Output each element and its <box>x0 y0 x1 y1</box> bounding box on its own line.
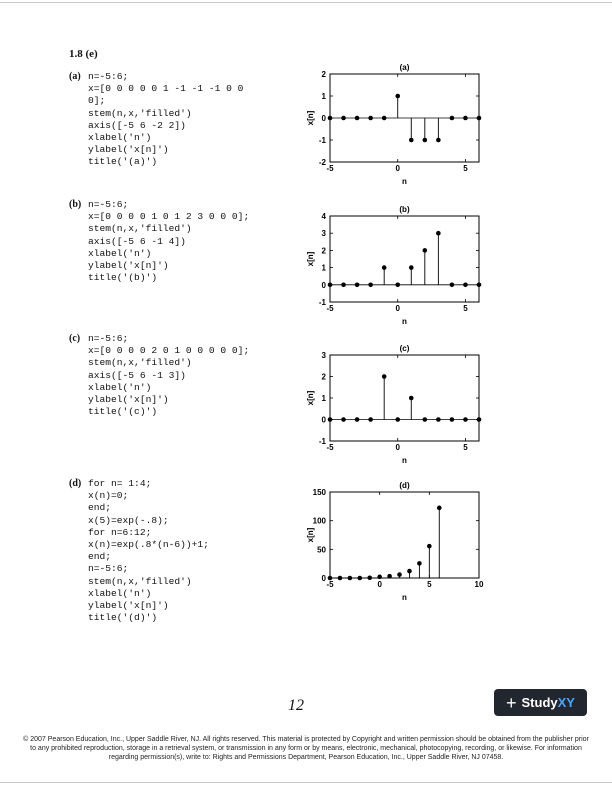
stem-marker <box>348 576 353 581</box>
stem-marker <box>355 116 360 121</box>
stem-marker <box>450 417 455 422</box>
y-tick-label: -2 <box>318 158 326 167</box>
stem-marker <box>328 283 333 288</box>
stem-marker <box>328 417 333 422</box>
top-divider <box>0 2 612 3</box>
stem-marker <box>341 116 346 121</box>
y-tick-label: 100 <box>312 516 326 526</box>
stem-marker <box>358 576 363 581</box>
part-label-b: (b) <box>69 199 82 210</box>
code-block-a <box>69 71 243 169</box>
stem-marker <box>450 116 455 121</box>
y-tick-label: -1 <box>318 136 326 145</box>
stem-marker <box>338 576 343 581</box>
stem-plot-b <box>300 198 500 328</box>
studyxy-badge[interactable] <box>494 689 587 716</box>
stem-marker <box>423 138 428 143</box>
badge-text: StudyXY <box>521 695 575 710</box>
stem-marker <box>463 116 468 121</box>
y-tick-label: 4 <box>321 212 326 221</box>
stem-marker <box>382 374 387 379</box>
stem-plot-c <box>300 339 500 469</box>
stem-marker <box>328 116 333 121</box>
stem-marker <box>437 506 442 511</box>
stem-marker <box>409 138 414 143</box>
copyright-notice: © 2007 Pearson Education, Inc., Upper Saddle River, NJ. All rights reserved. This material is protected by Copyright and written permission should be obtained from the publisher prior to any prohibited reproduction, storage in a retrieval system, or transmission in any form or by means, electronic, mechanical, photocopying, recording, or likewise. For information regarding permission(s), write to: Rights and Permissions Department, Pearson Education, Inc., Upper Saddle River, NJ 07458. <box>23 736 589 761</box>
y-tick-label: 2 <box>321 246 326 256</box>
x-tick-label: 0 <box>395 443 400 452</box>
x-tick-label: 5 <box>463 443 468 452</box>
part-label-c: (c) <box>69 333 81 344</box>
stem-marker <box>409 265 414 270</box>
y-tick-label: 0 <box>321 415 326 425</box>
x-tick-label: 5 <box>463 304 468 313</box>
x-tick-label: 0 <box>395 164 400 173</box>
y-tick-label: 150 <box>312 488 326 497</box>
stem-marker <box>477 417 482 422</box>
plot-title: (b) <box>399 205 410 214</box>
y-tick-label: 1 <box>321 263 326 273</box>
matlab-code-a: n=-5:6; x=[0 0 0 0 0 1 -1 -1 -1 0 0 0]; stem(n,x,'filled') axis([-5 6 -2 2]) xlabel('n') ylabel('x[n]') title('(a)') <box>88 71 244 168</box>
plot-frame <box>330 216 479 302</box>
part-label-d: (d) <box>69 478 82 489</box>
x-tick-label: 10 <box>474 580 484 589</box>
stem-marker <box>427 544 432 549</box>
x-axis-label: n <box>402 456 407 465</box>
x-tick-label: -5 <box>326 443 334 452</box>
stem-marker <box>450 283 455 288</box>
stem-marker <box>417 561 422 566</box>
y-tick-label: 50 <box>317 545 326 555</box>
stem-marker <box>355 283 360 288</box>
stem-marker <box>368 283 373 288</box>
y-axis-label: x[n] <box>306 527 315 543</box>
x-axis-label: n <box>402 317 407 326</box>
stem-marker <box>395 417 400 422</box>
plot-title: (c) <box>399 344 410 353</box>
y-axis-label: x[n] <box>306 390 315 406</box>
stem-marker <box>407 569 412 574</box>
x-tick-label: -5 <box>326 164 334 173</box>
matlab-code-c: n=-5:6; x=[0 0 0 0 2 0 1 0 0 0 0 0]; stem(n,x,'filled') axis([-5 6 -1 3]) xlabel('n') ylabel('x[n]') title('(c)') <box>88 333 250 418</box>
plot-frame <box>330 492 479 578</box>
stem-marker <box>436 138 441 143</box>
stem-marker <box>423 248 428 253</box>
code-block-d <box>69 478 209 624</box>
stem-marker <box>477 116 482 121</box>
stem-marker <box>397 572 402 577</box>
x-tick-label: 5 <box>463 164 468 173</box>
stem-marker <box>368 116 373 121</box>
stem-marker <box>328 576 333 581</box>
stem-plot-d <box>300 475 500 608</box>
y-tick-label: 1 <box>321 92 326 101</box>
stem-marker <box>423 417 428 422</box>
section-title: 1.8 (e) <box>69 48 98 60</box>
plot-title: (a) <box>399 63 410 72</box>
matlab-code-b: n=-5:6; x=[0 0 0 0 1 0 1 2 3 0 0 0]; stem(n,x,'filled') axis([-5 6 -1 4]) xlabel('n') ylabel('x[n]') title('(b)') <box>88 199 250 284</box>
code-block-c <box>69 333 249 418</box>
stem-marker <box>436 417 441 422</box>
page-number: 12 <box>288 697 304 714</box>
stem-plot-a <box>300 58 500 192</box>
y-axis-label: x[n] <box>306 251 315 267</box>
stem-marker <box>377 575 382 580</box>
stem-marker <box>395 94 400 99</box>
y-tick-label: 2 <box>321 372 326 382</box>
y-tick-label: 3 <box>321 351 326 360</box>
stem-marker <box>368 417 373 422</box>
stem-marker <box>395 283 400 288</box>
matlab-code-d: for n= 1:4; x(n)=0; end; x(5)=exp(-.8); for n=6:12; x(n)=exp(.8*(n-6))+1; end; n=-5:6; stem(n,x,'filled') xlabel('n') ylabel('x[n]') title('(d)') <box>88 478 209 624</box>
y-tick-label: -1 <box>318 437 326 446</box>
y-tick-label: 1 <box>321 394 326 403</box>
x-tick-label: 0 <box>377 580 382 589</box>
bottom-divider <box>0 782 612 783</box>
stem-marker <box>436 231 441 236</box>
plot-title: (d) <box>399 481 410 490</box>
stem-marker <box>355 417 360 422</box>
stem-marker <box>409 396 414 401</box>
x-tick-label: -5 <box>326 580 334 589</box>
y-tick-label: 2 <box>321 70 326 79</box>
plus-icon: + <box>506 692 517 713</box>
stem-marker <box>387 574 392 579</box>
stem-marker <box>382 265 387 270</box>
stem-marker <box>463 417 468 422</box>
y-tick-label: 0 <box>321 574 326 583</box>
stem-marker <box>463 283 468 288</box>
x-tick-label: 5 <box>427 580 432 589</box>
code-block-b <box>69 199 249 284</box>
stem-marker <box>367 575 372 580</box>
x-tick-label: -5 <box>326 304 334 313</box>
stem-marker <box>477 283 482 288</box>
stem-marker <box>341 283 346 288</box>
part-label-a: (a) <box>69 71 81 82</box>
y-tick-label: 0 <box>321 114 326 123</box>
x-tick-label: 0 <box>395 304 400 313</box>
y-tick-label: 3 <box>321 229 326 239</box>
x-axis-label: n <box>402 177 407 186</box>
stem-marker <box>382 116 387 121</box>
y-tick-label: 0 <box>321 280 326 290</box>
y-axis-label: x[n] <box>306 110 315 126</box>
plot-frame <box>330 355 479 441</box>
stem-marker <box>341 417 346 422</box>
x-axis-label: n <box>402 593 407 602</box>
y-tick-label: -1 <box>318 298 326 307</box>
